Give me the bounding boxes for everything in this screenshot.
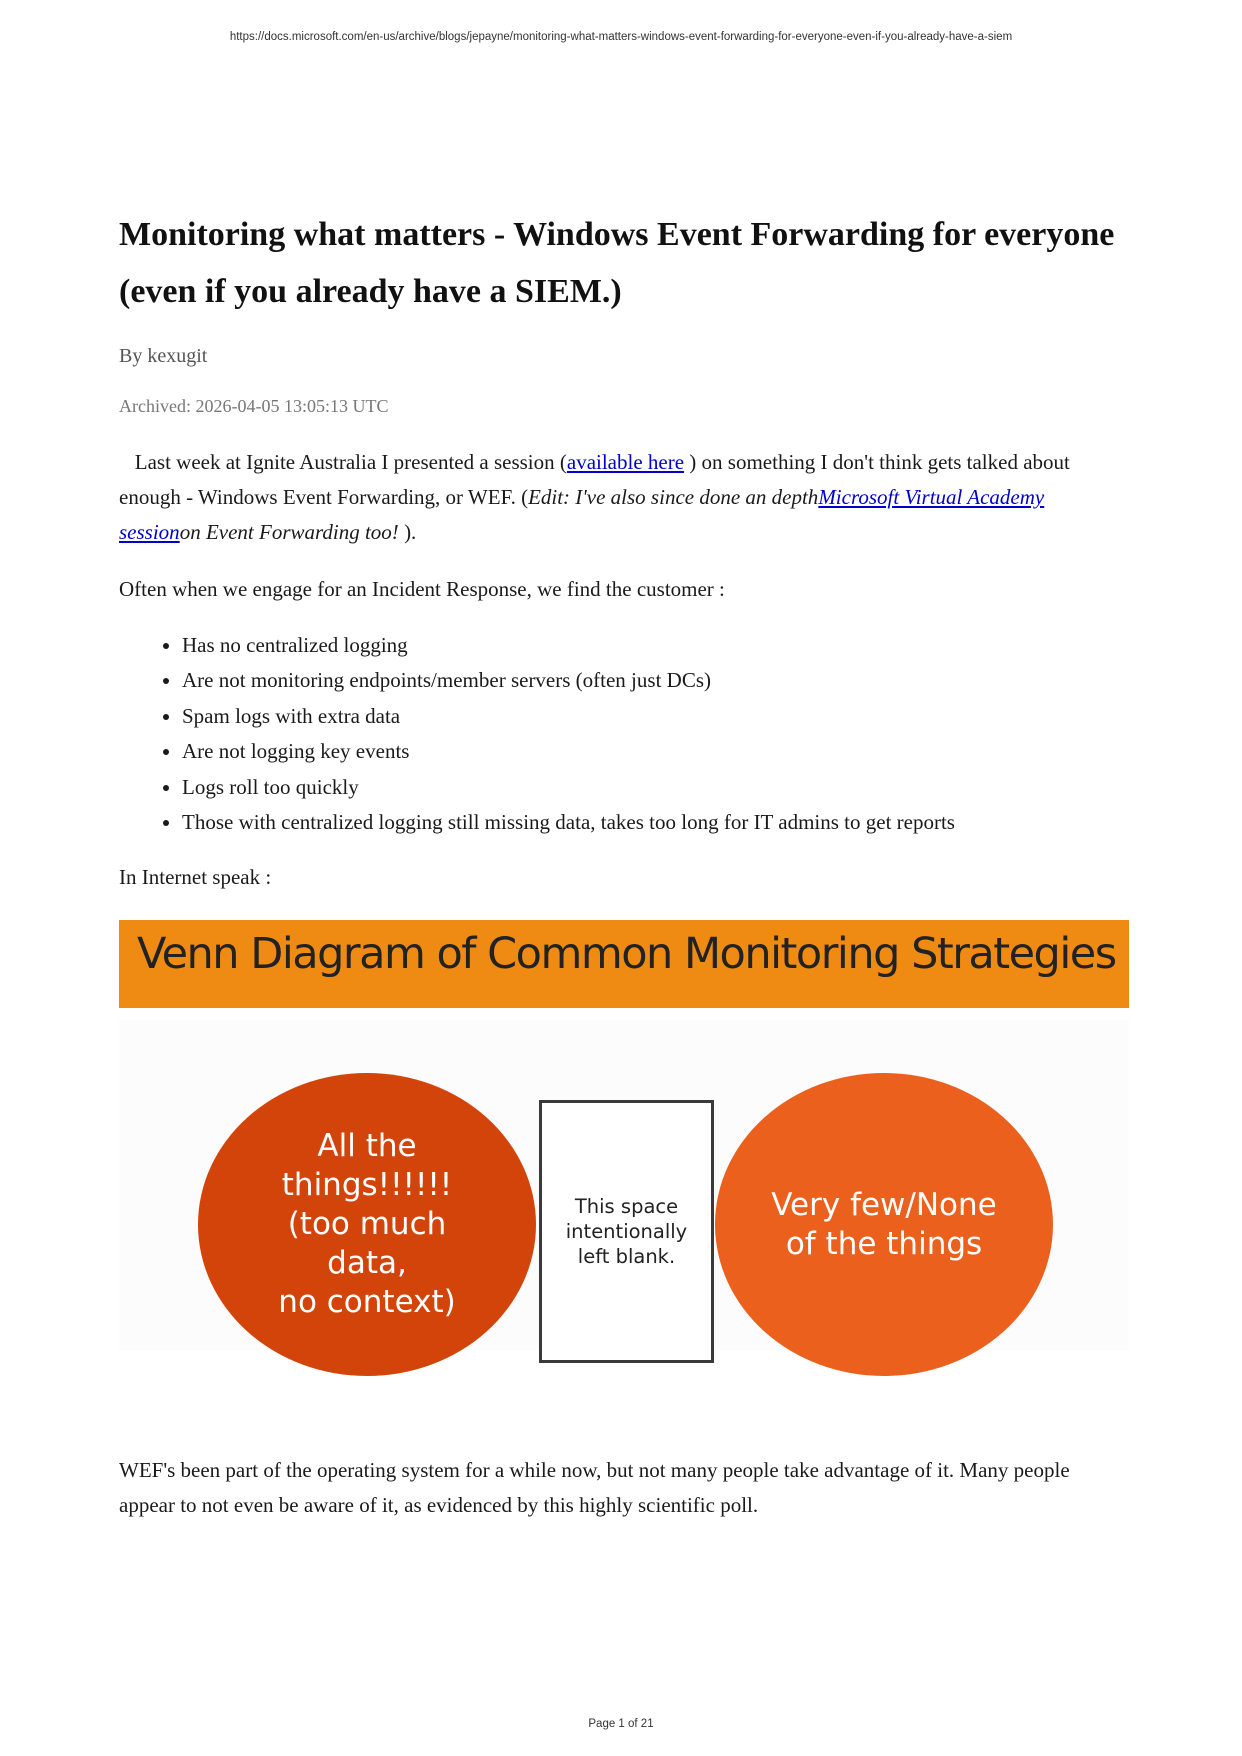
middle-box [539,1100,714,1363]
list-item: • Has no centralized logging [182,628,955,663]
edit-note-end: on Event Forwarding too! [179,520,399,544]
lead-in-paragraph: Often when we engage for an Incident Response, we find the customer : [119,577,725,601]
intro-closing: ). [398,520,417,544]
article-title: Monitoring what matters - Windows Event Forwarding for everyone (even if you already have a SIEM.) [119,216,1115,310]
list-item: • Are not monitoring endpoints/member servers (often just DCs) [182,663,955,698]
archived-timestamp: Archived: 2026-04-05 13:05:13 UTC [119,396,389,416]
figure-banner [119,920,1129,1008]
intro-text-2: ) on something I don't think gets talked about enough - Windows Event Forwarding, or WEF. ( [119,450,1070,509]
mva-session-link-text: Microsoft Virtual Academy session [119,485,1045,544]
internet-speak-paragraph: In Internet speak : [119,865,272,889]
issues-list [119,628,955,840]
right-circle [715,1073,1053,1376]
list-item: • Spam logs with extra data [182,699,955,734]
right-circle-label: Very few/None of the things [771,1186,997,1262]
middle-box-label: This space intentionally left blank. [565,1195,688,1268]
page-number: Page 1 of 21 [588,1718,654,1730]
closing-paragraph: WEF's been part of the operating system for a while now, but not many people take advantage of it. Many people appear to not even be aware of it, as evidenced by this highly scientific poll. [119,1458,1070,1517]
available-here-link[interactable]: available here [566,450,685,474]
edit-note: Edit: I've also since done an depth [528,485,819,509]
intro-text-1: Last week at Ignite Australia I presented a session ( [134,450,567,474]
left-circle [198,1073,536,1376]
intro-paragraph [119,445,1129,550]
left-circle-label: All the things!!!!!! (too much data, no context) [278,1128,456,1320]
list-item: • Are not logging key events [182,734,955,769]
source-url: https://docs.microsoft.com/en-us/archive/blogs/jepayne/monitoring-what-matters-windows-event-forwarding-for-everyone-even-if-you-already-have-a-siem [229,31,1013,43]
list-item: • Those with centralized logging still missing data, takes too long for IT admins to get reports [182,805,955,840]
figure-title: Venn Diagram of Common Monitoring Strategies [137,929,1116,979]
byline: By kexugit [119,345,208,367]
list-item: • Logs roll too quickly [182,770,955,805]
venn-diagram-figure [119,920,1129,1420]
